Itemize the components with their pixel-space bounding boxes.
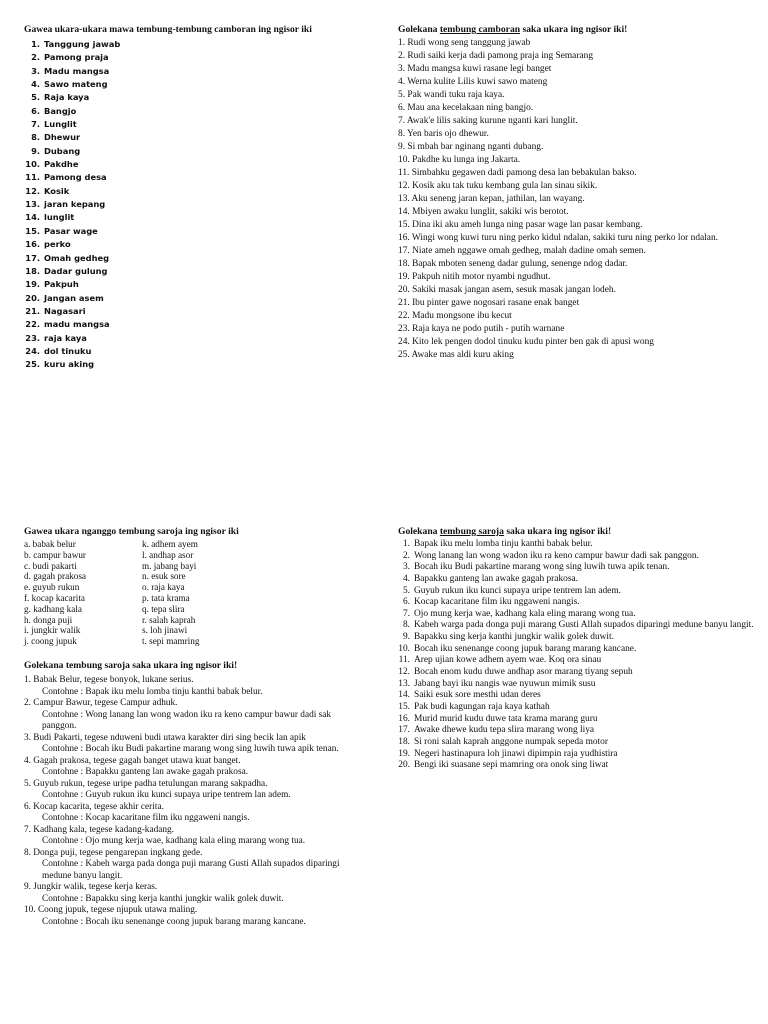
list-item	[398, 737, 764, 749]
item-number: 12.	[25, 185, 40, 196]
example-sentence	[24, 744, 364, 756]
camboran-exercise-heading: Gawea ukara-ukara mawa tembung-tembung camboran ing ngisor iki	[24, 24, 312, 35]
camboran-exercise	[24, 24, 364, 372]
list-item	[24, 318, 364, 331]
example-sentence	[24, 859, 364, 882]
list-item	[24, 185, 364, 198]
list-item	[398, 714, 764, 726]
list-item	[398, 702, 764, 714]
definition-item	[24, 882, 364, 905]
item-number: 23.	[25, 332, 40, 343]
example-sentence	[24, 710, 364, 733]
camboran-word-list	[24, 38, 364, 372]
list-item	[24, 332, 364, 345]
example-sentence	[24, 894, 364, 906]
item-text: Pak budi kagungan raja kaya kathah	[414, 701, 550, 712]
list-item	[398, 749, 764, 761]
item-text: Lunglit	[44, 119, 77, 130]
item-number: 22.	[25, 319, 40, 330]
example-sentence	[24, 813, 364, 825]
example-line: Contohne : Kabeh warga pada donga puji marang Gusti Allah supados diparingi	[42, 859, 340, 869]
definition-line: 4. Gagah prakosa, tegese gagah banget utawa kuat banget.	[24, 755, 241, 766]
list-item: q. tepa slira	[142, 603, 185, 614]
example-line: Contohne : Bapakku ganteng lan awake gagah prakosa.	[42, 767, 249, 777]
item-number: 24.	[25, 345, 40, 356]
list-item: j. coong jupuk	[24, 636, 77, 647]
list-item	[24, 198, 364, 211]
item-text: Nagasari	[44, 305, 86, 316]
list-item: 6. Mau ana kecelakaan ning bangjo.	[398, 103, 534, 113]
item-text: madu mangsa	[44, 319, 110, 330]
item-number: 19.	[398, 748, 410, 759]
item-text: Bocah iku Budi pakartine marang wong sing luwih tuwa apik tenan.	[414, 562, 670, 573]
item-number: 6.	[31, 105, 40, 116]
item-number: 10.	[25, 159, 40, 170]
example-line: Contohne : Ojo mung kerja wae, kadhang kala eling marang wong tua.	[42, 836, 306, 846]
list-item: 15. Dina iki aku ameh lunga ning pasar wage lan pasar kembang.	[398, 220, 643, 230]
list-item	[398, 760, 764, 772]
item-number: 17.	[398, 725, 410, 736]
list-item: 8. Yen baris ojo dhewur.	[398, 129, 489, 139]
list-item: t. sepi mamring	[142, 636, 200, 647]
item-number: 16.	[398, 713, 410, 724]
definition-item	[24, 825, 364, 848]
definition-item	[24, 698, 364, 733]
definition-line: 2. Campur Bawur, tegese Campur adhuk.	[24, 698, 178, 708]
list-item	[24, 292, 364, 305]
item-text: Bapakku ganteng lan awake gagah prakosa.	[414, 573, 578, 584]
item-text: Bocah enom kudu duwe andhap asor marang tiyang sepuh	[414, 667, 633, 678]
item-number: 7.	[31, 119, 40, 130]
item-number: 16.	[25, 239, 40, 250]
item-text: dol tinuku	[44, 345, 92, 356]
list-item: p. tata krama	[142, 592, 190, 603]
list-item: e. guyub rukun	[24, 582, 80, 593]
item-number: 18.	[398, 736, 410, 747]
item-number: 5.	[31, 92, 40, 103]
item-text: Pakdhe	[44, 159, 79, 170]
item-number: 9.	[31, 145, 40, 156]
item-number: 15.	[25, 225, 40, 236]
list-item: 16. Wingi wong kuwi turu ning perko kidul ndalan, sakiki turu ning perko lor ndalan.	[398, 233, 718, 243]
item-text: Kocap kacaritane film iku nggaweni nangis.	[414, 597, 580, 608]
list-item: 11. Simbahku gegawen dadi pamong desa lan bebakulan bakso.	[398, 168, 637, 178]
list-item	[24, 211, 364, 224]
list-item: 24. Kito lek pengen dodol tinuku kudu pinter ben gak di apusi wong	[398, 337, 654, 347]
list-item: 19. Pakpuh nitih motor nyambi ngudhut.	[398, 272, 551, 282]
item-number: 4.	[402, 573, 410, 584]
item-number: 7.	[402, 608, 410, 619]
definition-line: 7. Kadhang kala, tegese kadang-kadang.	[24, 824, 174, 835]
item-number: 8.	[402, 620, 410, 631]
find-camboran-heading: Golekana tembung camboran saka ukara ing ngisor iki!	[398, 24, 628, 35]
item-text: Madu mangsa	[44, 65, 110, 76]
list-item: s. loh jinawi	[142, 625, 188, 636]
saroja-exercise-heading: Gawea ukara nganggo tembung saroja ing ngisor iki	[24, 526, 239, 537]
item-text: Bapakku sing kerja kanthi jungkir walik golek duwit.	[414, 632, 614, 643]
saroja-definition-list	[24, 675, 364, 928]
list-item: 9. Si mbah bar nginang nganti dubang.	[398, 142, 544, 152]
list-item	[398, 586, 764, 598]
definition-line: 3. Budi Pakarti, tegese nduweni budi utawa karakter diri sing becik lan apik	[24, 732, 306, 743]
item-text: raja kaya	[44, 332, 87, 343]
example-line: medune banyu langit.	[42, 870, 123, 881]
saroja-word-columns	[24, 539, 364, 647]
item-number: 21.	[25, 305, 40, 316]
example-sentence	[24, 836, 364, 848]
example-line: Contohne : Bocah iku Budi pakartine marang wong sing luwih tuwa apik tenan.	[42, 744, 339, 754]
item-number: 18.	[25, 265, 40, 276]
list-item: k. adhem ayem	[142, 539, 198, 549]
definition-item	[24, 675, 364, 698]
item-number: 2.	[402, 550, 410, 561]
list-item	[398, 679, 764, 691]
item-number: 3.	[402, 562, 410, 573]
list-item	[398, 551, 764, 563]
list-item: g. kadhang kala	[24, 603, 82, 614]
item-text: Pakpuh	[44, 279, 79, 290]
list-item: 7. Awak'e lilis saking kurune nganti kari lunglit.	[398, 116, 578, 126]
item-text: Pamong desa	[44, 172, 107, 183]
list-item: n. esuk sore	[142, 571, 186, 582]
list-item	[398, 562, 764, 574]
item-text: Dadar gulung	[44, 265, 108, 276]
definition-item	[24, 905, 364, 928]
item-text: Bocah iku senenange coong jupuk barang marang kancane.	[414, 643, 637, 654]
saroja-word-column-a-j	[24, 539, 142, 647]
item-text: Sawo mateng	[44, 79, 108, 90]
list-item	[24, 65, 364, 78]
item-number: 20.	[25, 292, 40, 303]
definition-item	[24, 733, 364, 756]
item-number: 3.	[31, 65, 40, 76]
list-item	[24, 91, 364, 104]
list-item	[398, 574, 764, 586]
item-text: Jangan asem	[44, 292, 104, 303]
item-number: 11.	[25, 172, 40, 183]
list-item: c. budi pakarti	[24, 560, 77, 571]
definition-item	[24, 848, 364, 883]
list-item	[24, 305, 364, 318]
item-number: 19.	[25, 279, 40, 290]
item-number: 17.	[25, 252, 40, 263]
list-item	[24, 265, 364, 278]
item-text: Bapak iku melu lomba tinju kanthi babak belur.	[414, 539, 593, 549]
list-item: i. jungkir walik	[24, 625, 81, 636]
item-number: 5.	[402, 585, 410, 596]
item-number: 8.	[31, 132, 40, 143]
list-item: 3. Madu mangsa kuwi rasane legi banget	[398, 64, 552, 74]
definition-item	[24, 802, 364, 825]
list-item: m. jabang bayi	[142, 560, 197, 571]
example-sentence	[24, 687, 364, 699]
list-item: r. salah kaprah	[142, 614, 196, 625]
item-text: Wong lanang lan wong wadon iku ra keno campur bawur dadi sak panggon.	[414, 550, 699, 561]
list-item	[398, 725, 764, 737]
item-text: Arep ujian kowe adhem ayem wae. Koq ora sinau	[414, 655, 602, 666]
list-item: 13. Aku seneng jaran kepan, jathilan, lan wayang.	[398, 194, 585, 204]
item-number: 25.	[25, 359, 40, 370]
list-item	[24, 131, 364, 144]
heading-underlined-term: tembung saroja	[439, 526, 504, 537]
example-line: panggon.	[42, 721, 77, 731]
list-item	[24, 238, 364, 251]
item-text: Pamong praja	[44, 52, 109, 63]
list-item	[398, 632, 764, 644]
item-number: 4.	[31, 79, 40, 90]
find-camboran-exercise	[398, 24, 764, 362]
example-line: Contohne : Wong lanang lan wong wadon iku ra keno campur bawur dadi sak	[42, 709, 332, 720]
definition-line: 8. Donga puji, tegese pengarepan ingkang gede.	[24, 847, 203, 858]
example-line: Contohne : Guyub rukun iku kunci supaya uripe tentrem lan adem.	[42, 790, 291, 800]
heading-underlined-term: tembung camboran	[439, 24, 521, 35]
list-item	[24, 278, 364, 291]
item-text: Omah gedheg	[44, 252, 110, 263]
example-line: Contohne : Bapakku sing kerja kanthi jungkir walik golek duwit.	[42, 893, 284, 904]
list-item	[24, 345, 364, 358]
list-item	[24, 358, 364, 371]
example-line: Contohne : Kocap kacaritane film iku nggaweni nangis.	[42, 813, 250, 823]
list-item	[398, 609, 764, 621]
find-saroja-exercise	[398, 526, 764, 772]
item-text: Awake dhewe kudu tepa slira marang wong liya	[414, 725, 595, 736]
list-item: 4. Werna kulite Lilis kuwi sawo mateng	[398, 77, 548, 87]
list-item: 1. Rudi wong seng tanggung jawab	[398, 38, 531, 48]
item-text: Si roni salah kaprah anggone numpak sepeda motor	[414, 736, 608, 747]
item-number: 14.	[25, 212, 40, 223]
list-item	[24, 158, 364, 171]
definition-item	[24, 779, 364, 802]
item-text: Dubang	[44, 145, 81, 156]
item-text: Jabang bayi iku nangis wae nyuwun mimik susu	[414, 678, 596, 689]
saroja-exercise	[24, 526, 364, 647]
definition-item	[24, 756, 364, 779]
item-number: 10.	[398, 643, 410, 654]
saroja-definitions-heading: Golekana tembung saroja saka ukara ing ngisor iki!	[24, 660, 238, 671]
list-item: 18. Bapak mboten seneng dadar gulung, senenge ndog dadar.	[398, 259, 628, 269]
example-sentence	[24, 917, 364, 929]
item-number: 13.	[398, 678, 410, 689]
list-item: 22. Madu mongsone ibu kecut	[398, 311, 512, 321]
list-item	[24, 171, 364, 184]
list-item: 10. Pakdhe ku lunga ing Jakarta.	[398, 155, 521, 165]
item-number: 20.	[398, 760, 410, 771]
list-item: h. donga puji	[24, 614, 73, 625]
item-text: Dhewur	[44, 132, 81, 143]
saroja-definitions	[24, 660, 364, 928]
item-text: Murid murid kudu duwe tata krama marang guru	[414, 713, 598, 724]
list-item: 12. Kosik aku tak tuku kembang gula lan sinau sikik.	[398, 181, 598, 191]
item-text: jaran kepang	[44, 199, 106, 210]
item-number: 1.	[402, 539, 410, 549]
list-item	[398, 690, 764, 702]
list-item: o. raja kaya	[142, 582, 185, 593]
item-text: Tanggung jawab	[44, 39, 121, 49]
list-item	[24, 105, 364, 118]
list-item	[398, 620, 764, 632]
definition-line: 5. Guyub rukun, tegese uripe padha tetulungan marang sakpadha.	[24, 778, 268, 789]
item-text: kuru aking	[44, 359, 95, 370]
list-item	[398, 655, 764, 667]
list-item: l. andhap asor	[142, 549, 194, 560]
definition-line: 10. Coong jupuk, tegese njupuk utawa maling.	[24, 905, 198, 915]
list-item: 25. Awake mas aldi kuru aking	[398, 350, 514, 360]
list-item	[24, 118, 364, 131]
item-text: Pasar wage	[44, 225, 98, 236]
list-item	[24, 78, 364, 91]
saroja-sentence-list	[398, 539, 764, 772]
definition-line: 9. Jungkir walik, tegese kerja keras.	[24, 882, 158, 892]
list-item	[24, 225, 364, 238]
list-item	[24, 51, 364, 64]
list-item: f. kocap kacarita	[24, 592, 85, 603]
camboran-sentence-list	[398, 37, 764, 362]
item-number: 11.	[398, 655, 410, 666]
list-item: 17. Niate ameh nggawe omah gedheg, malah dadine omah semen.	[398, 246, 646, 256]
item-text: Bengi iki suasane sepi mamring ora onok sing liwat	[414, 760, 609, 771]
item-text: lunglit	[44, 212, 75, 223]
list-item	[24, 145, 364, 158]
list-item: 5. Pak wandi tuku raja kaya.	[398, 90, 505, 100]
list-item: 2. Rudi saiki kerja dadi pamong praja ing Semarang	[398, 51, 594, 61]
list-item: 23. Raja kaya ne podo putih - putih warnane	[398, 324, 565, 334]
list-item: 21. Ibu pinter gawe nogosari rasane enak banget	[398, 298, 580, 308]
list-item	[398, 597, 764, 609]
item-number: 2.	[31, 52, 40, 63]
item-text: Kosik	[44, 185, 70, 196]
item-text: Raja kaya	[44, 92, 90, 103]
item-text: Saiki esuk sore mesthi udan deres	[414, 690, 541, 701]
item-text: Guyub rukun iku kunci supaya uripe tentrem lan adem.	[414, 585, 621, 596]
item-number: 15.	[398, 701, 410, 712]
list-item: d. gagah prakosa	[24, 571, 86, 582]
example-sentence	[24, 767, 364, 779]
example-line: Contohne : Bapak iku melu lomba tinju kanthi babak belur.	[42, 686, 263, 697]
definition-line: 6. Kocap kacarita, tegese akhir cerita.	[24, 801, 164, 812]
item-number: 14.	[398, 690, 410, 701]
list-item: 14. Mbiyen awaku lunglit, sakiki wis berotot.	[398, 207, 569, 217]
list-item	[398, 644, 764, 656]
example-sentence	[24, 790, 364, 802]
definition-line: 1. Babak Belur, tegese bonyok, lukane serius.	[24, 675, 194, 685]
item-text: perko	[44, 239, 71, 250]
item-text: Bangjo	[44, 105, 77, 116]
item-number: 6.	[402, 597, 410, 608]
find-saroja-heading: Golekana tembung saroja saka ukara ing ngisor iki!	[398, 526, 612, 537]
item-text: Negeri hastinapura loh jinawi dipimpin raja yudhistira	[414, 748, 618, 759]
saroja-word-column-k-t	[142, 539, 199, 647]
item-number: 13.	[25, 199, 40, 210]
list-item	[398, 539, 764, 551]
list-item: a. babak belur	[24, 539, 76, 549]
list-item: b. campur bawur	[24, 549, 86, 560]
item-number: 9.	[402, 632, 410, 643]
list-item	[24, 38, 364, 51]
item-text: Ojo mung kerja wae, kadhang kala eling marang wong tua.	[414, 608, 636, 619]
item-number: 12.	[398, 667, 410, 678]
item-text: Kabeh warga pada donga puji marang Gusti Allah supados diparingi medune banyu langit.	[414, 620, 754, 631]
example-line: Contohne : Bocah iku senenange coong jupuk barang marang kancane.	[42, 916, 306, 927]
list-item	[398, 667, 764, 679]
list-item: 20. Sakiki masak jangan asem, sesuk masak jangan lodeh.	[398, 285, 616, 295]
item-number: 1.	[31, 39, 40, 49]
list-item	[24, 252, 364, 265]
